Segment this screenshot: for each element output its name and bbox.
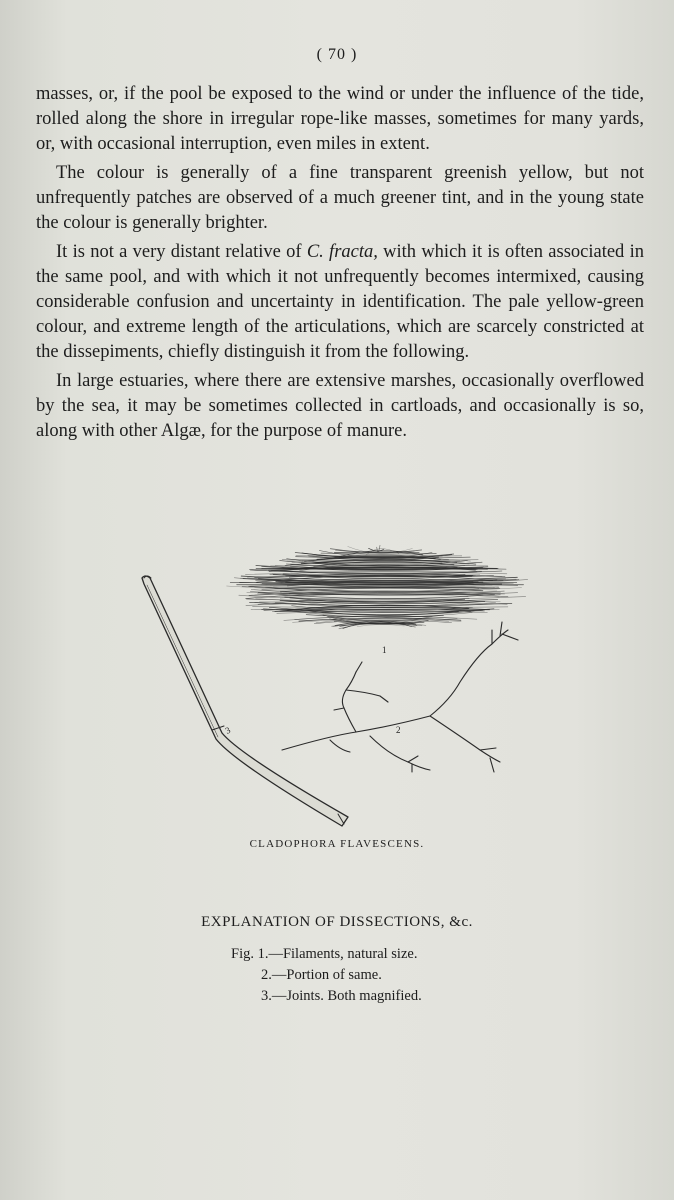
- paragraph-3-end: with which it is often associated in the same pool, and with which it not unfrequently becomes intermixed, causing considerable confusion and uncertainty in identification. The pale yellow-green colour, and extreme length of the articulations, which are scarcely constricted at the dissepiments, chiefly distinguish it from the following.: [36, 242, 644, 362]
- figure-label-2: 2: [396, 725, 401, 735]
- body-text: [36, 82, 644, 448]
- dissection-item-2: 2.—Portion of same.: [261, 967, 382, 983]
- filament-mass-drawing: [227, 545, 528, 628]
- dissection-item-1: Fig. 1.—Filaments, natural size.: [231, 946, 418, 962]
- paragraph-1: masses, or, if the pool be exposed to the wind or under the influence of the tide, rolled along the shore in irregular rope-like masses, sometimes for many yards, or, with occasional interruption, even miles in extent.: [36, 84, 644, 154]
- species-name-italic: C. fracta,: [306, 242, 378, 262]
- dissections-list: [231, 944, 422, 1007]
- figure-label-3: 3: [223, 724, 232, 736]
- branching-portion-drawing: [282, 622, 518, 772]
- paragraph-4: In large estuaries, where there are extensive marshes, occasionally overflowed by the sea, it may be sometimes collected in cartloads, and occasionally is so, along with other Algæ, for the purpose of manure.: [36, 371, 644, 441]
- figure-label-1: 1: [382, 645, 387, 655]
- page-number: ( 70 ): [316, 46, 358, 63]
- explanation-heading: EXPLANATION OF DISSECTIONS, &c.: [201, 914, 473, 930]
- paragraph-3-start: It is not a very distant relative of: [56, 242, 307, 262]
- filament-strand: [357, 625, 404, 627]
- paragraph-3: [36, 240, 644, 365]
- joint-filament-drawing: [142, 576, 348, 826]
- algae-illustration: [130, 540, 550, 840]
- paragraph-2: The colour is generally of a fine transparent greenish yellow, but not unfrequently patches are observed of a much greener tint, and in the young state the colour is generally brighter.: [36, 163, 644, 233]
- figure-caption: CLADOPHORA FLAVESCENS.: [249, 838, 425, 850]
- dissection-item-3: 3.—Joints. Both magnified.: [261, 988, 422, 1004]
